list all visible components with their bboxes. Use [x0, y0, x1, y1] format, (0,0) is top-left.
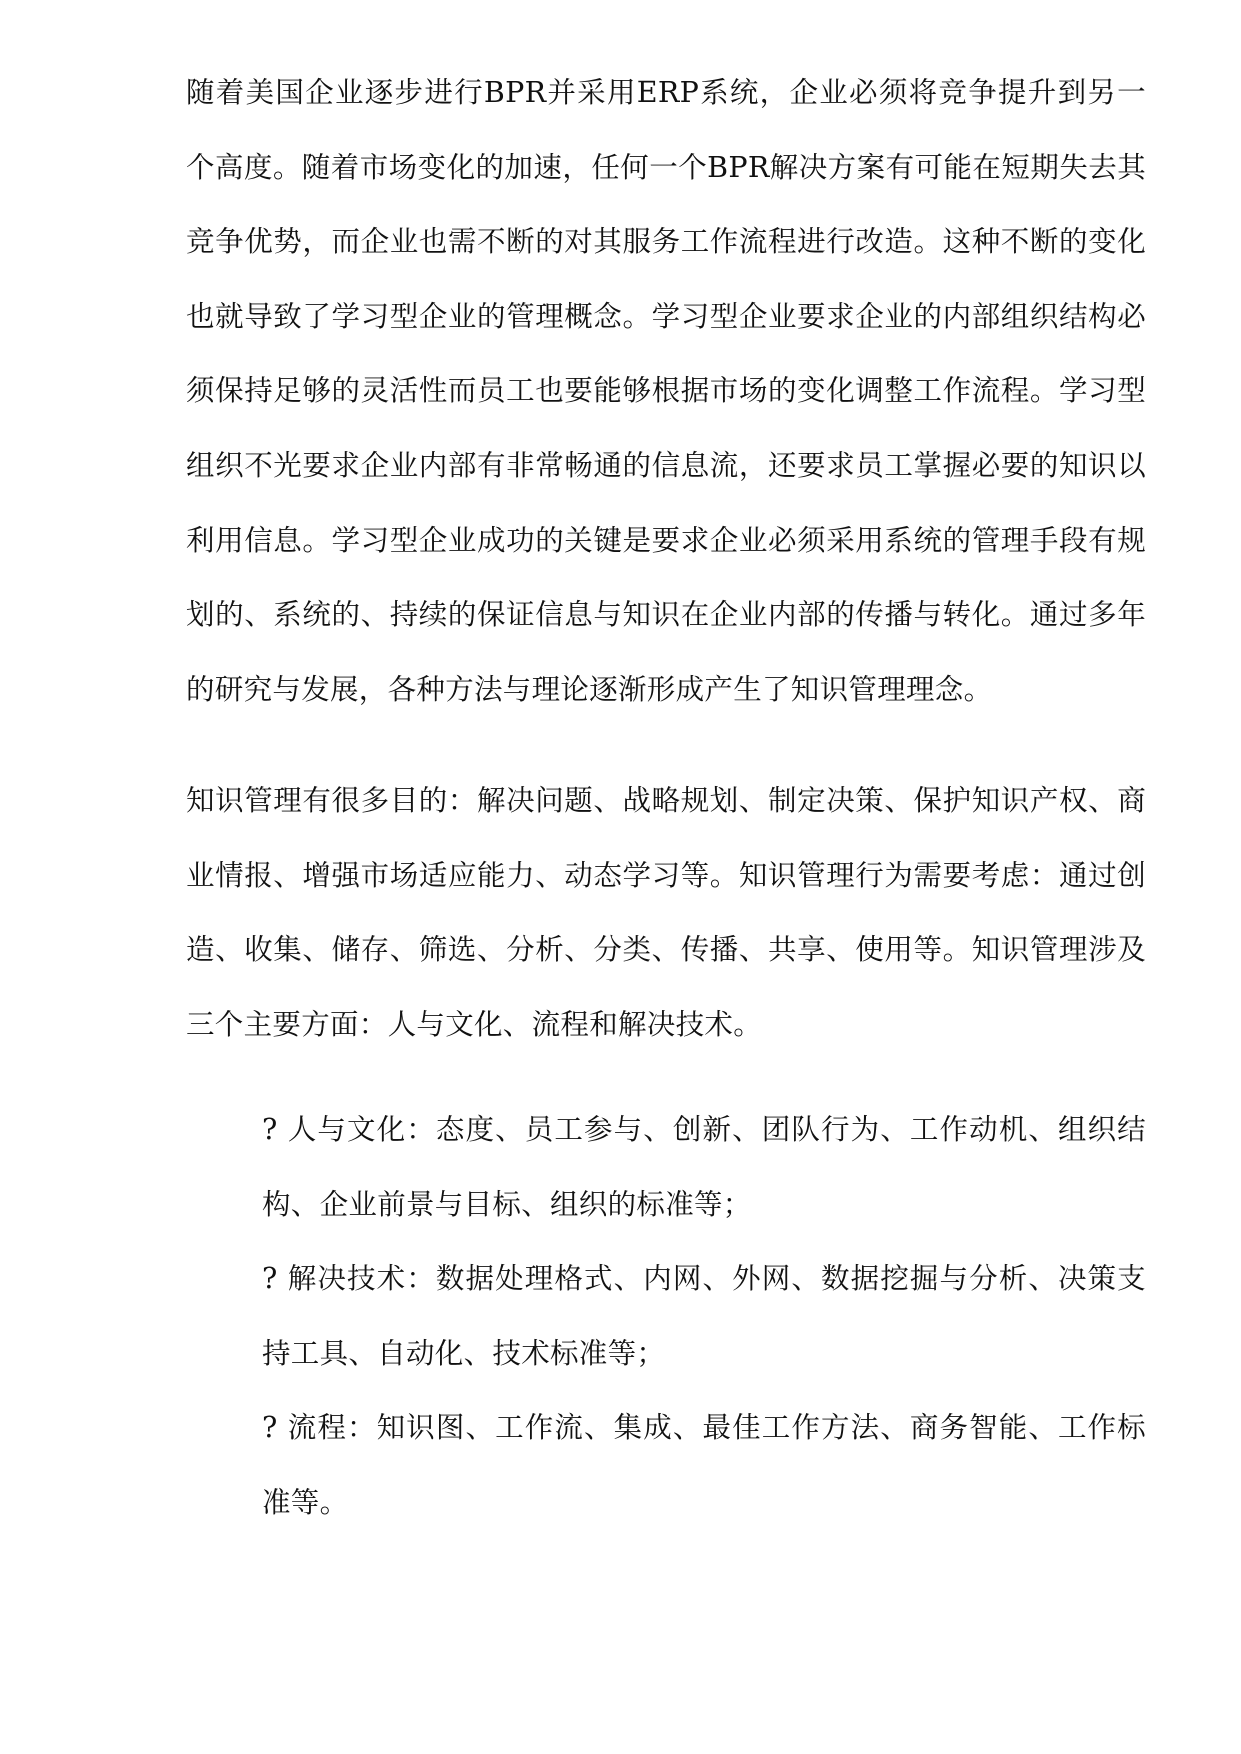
list-item-people-culture: ? 人与文化：态度、员工参与、创新、团队行为、工作动机、组织结构、企业前景与目标、组织的标准等； — [262, 1113, 1146, 1221]
knowledge-management-aspects-list — [262, 1093, 1146, 1541]
body-paragraph-learning-organization: 随着美国企业逐步进行BPR并采用ERP系统，企业必须将竞争提升到另一个高度。随着市场变化的加速，任何一个BPR解决方案有可能在短期失去其竞争优势，而企业也需不断的对其服务工作流程进行改造。这种不断的变化也就导致了学习型企业的管理概念。学习型企业要求企业的内部组织结构必须保持足够的灵活性而员工也要能够根据市场的变化调整工作流程。学习型组织不光要求企业内部有非常畅通的信息流，还要求员工掌握必要的知识以利用信息。学习型企业成功的关键是要求企业必须采用系统的管理手段有规划的、系统的、持续的保证信息与知识在企业内部的传播与转化。通过多年的研究与发展，各种方法与理论逐渐形成产生了知识管理理念。 — [186, 76, 1146, 706]
body-paragraph-knowledge-management-goals: 知识管理有很多目的：解决问题、战略规划、制定决策、保护知识产权、商业情报、增强市场适应能力、动态学习等。知识管理行为需要考虑：通过创造、收集、储存、筛选、分析、分类、传播、共享、使用等。知识管理涉及三个主要方面：人与文化、流程和解决技术。 — [186, 784, 1146, 1041]
list-item-solution-technology: ? 解决技术：数据处理格式、内网、外网、数据挖掘与分析、决策支持工具、自动化、技术标准等； — [262, 1262, 1146, 1370]
list-item-process: ? 流程：知识图、工作流、集成、最佳工作方法、商务智能、工作标准等。 — [262, 1411, 1146, 1519]
